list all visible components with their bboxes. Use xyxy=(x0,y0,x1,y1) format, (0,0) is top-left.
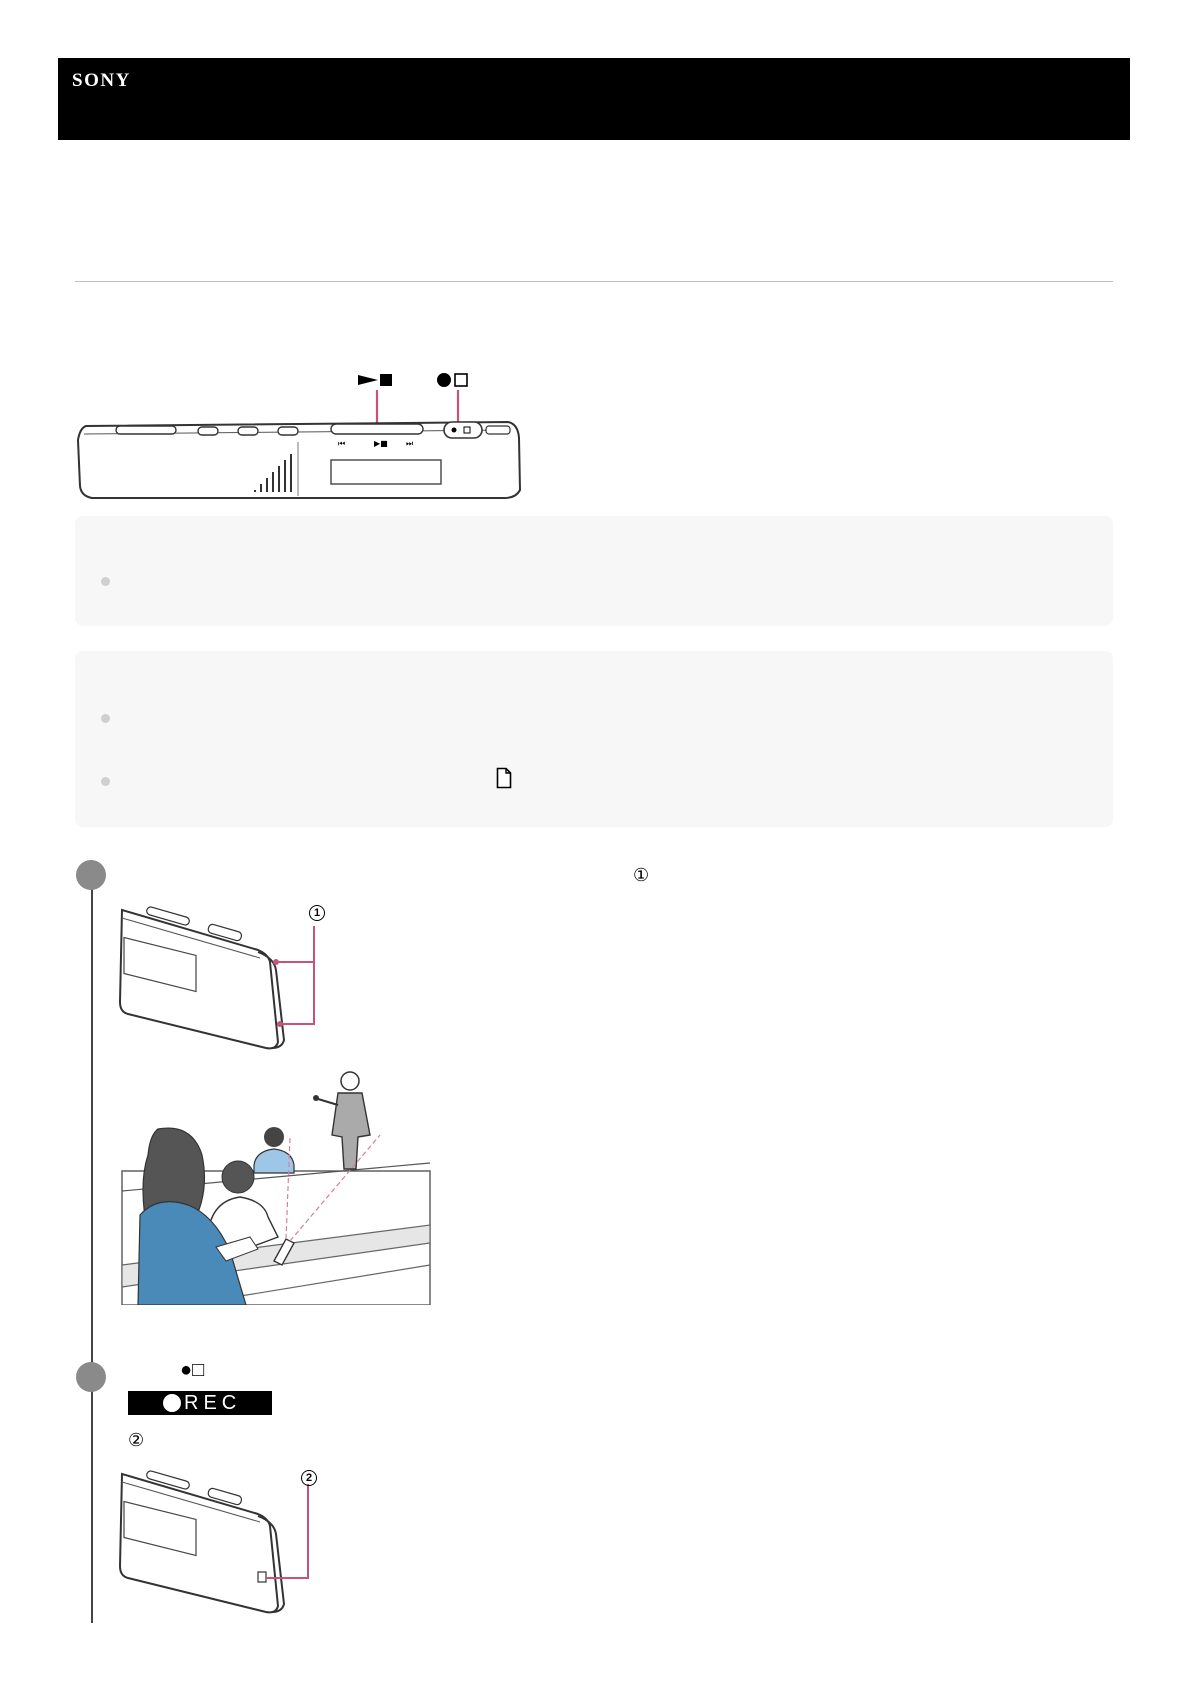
rec-label: REC xyxy=(184,1392,242,1414)
steps-connector xyxy=(91,866,93,1623)
file-icon xyxy=(496,767,512,789)
note-panel xyxy=(75,516,1113,626)
play-stop-icon xyxy=(358,374,392,386)
svg-text:⏮: ⏮ xyxy=(338,439,346,448)
recording-indicator-illustration xyxy=(118,1466,338,1621)
callout-2: 2 xyxy=(301,1470,317,1486)
title-divider xyxy=(75,281,1113,282)
bullet-icon xyxy=(101,714,110,723)
record-stop-button-symbol: ●□ xyxy=(180,1359,205,1381)
svg-text:⏭: ⏭ xyxy=(406,439,414,448)
svg-text:▶■: ▶■ xyxy=(374,439,388,448)
rec-indicator-badge xyxy=(128,1391,272,1415)
step-2-marker xyxy=(76,1362,106,1392)
record-stop-icon xyxy=(437,373,467,387)
step-1-marker xyxy=(76,860,106,890)
sony-logo: SONY xyxy=(72,70,131,91)
built-in-microphones-illustration xyxy=(118,902,338,1057)
bullet-icon xyxy=(101,777,110,786)
step-1-circled-number: ① xyxy=(633,865,650,885)
step-2-circled-number: ② xyxy=(128,1430,145,1450)
callout-1: 1 xyxy=(309,905,325,921)
header-bar xyxy=(58,58,1130,140)
rec-dot-icon xyxy=(163,1394,181,1412)
bullet-icon xyxy=(101,577,110,586)
recorder-side-illustration xyxy=(76,360,536,505)
hint-panel xyxy=(75,651,1113,827)
lecture-recording-illustration xyxy=(118,1065,434,1310)
